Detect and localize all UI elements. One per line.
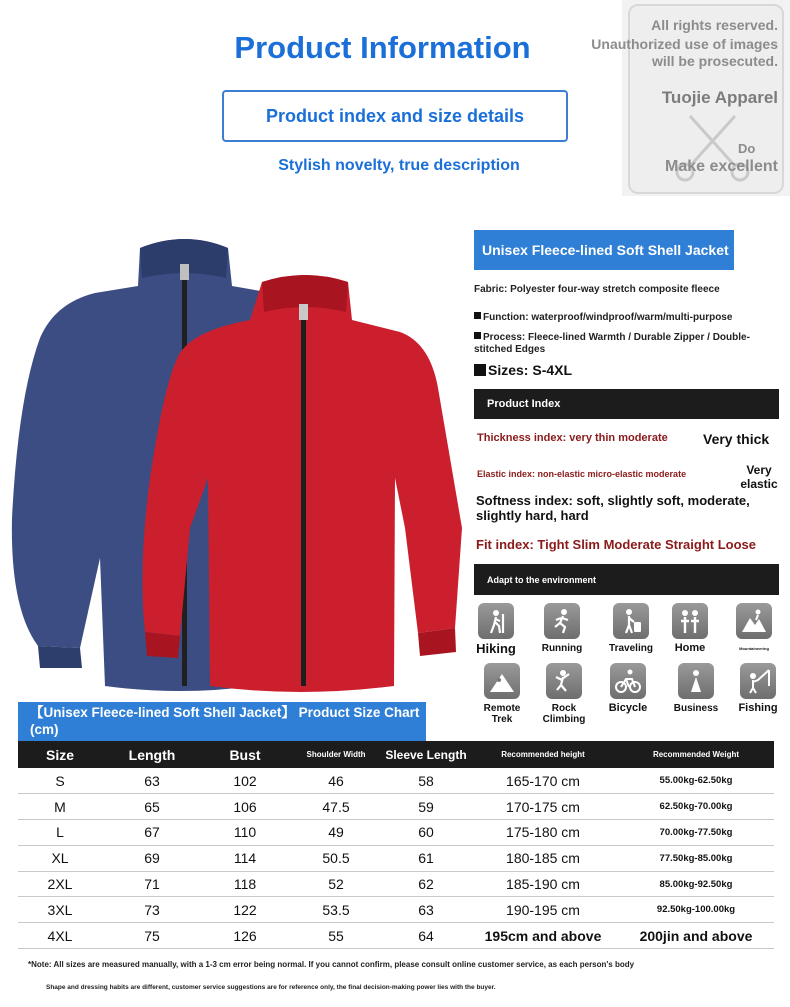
activity-rock-climbing: [534, 663, 594, 725]
activity-label: Mountaineering: [739, 646, 769, 651]
table-cell: 52: [288, 871, 384, 897]
table-cell: 200jin and above: [618, 923, 774, 949]
running-icon: [544, 603, 580, 639]
hiking-icon: [478, 603, 514, 639]
activity-label: Remote Trek: [483, 703, 521, 725]
table-cell: 65: [102, 794, 202, 820]
table-cell: 2XL: [18, 871, 102, 897]
bullet-square-icon: [474, 364, 486, 376]
activity-home: [660, 603, 720, 654]
watermark-brand: Tuojie Apparel: [661, 88, 778, 107]
table-cell: 69: [102, 845, 202, 871]
table-row: [18, 794, 774, 820]
table-row: [18, 897, 774, 923]
activity-label: Rock Climbing: [542, 703, 586, 725]
table-cell: 71: [102, 871, 202, 897]
thickness-index-label: Thickness index: very thin moderate: [477, 432, 668, 444]
activity-label: Home: [674, 642, 706, 654]
size-disclaimer: Shape and dressing habits are different, customer service suggestions are for reference only, the final decision-making power lies with the buyer.: [46, 984, 496, 991]
table-cell: 3XL: [18, 897, 102, 923]
table-cell: 46: [288, 768, 384, 794]
elastic-index-value: Very elastic: [740, 463, 778, 491]
function-spec-text: Function: waterproof/windproof/warm/multi-purpose: [483, 312, 733, 323]
activity-traveling: [601, 603, 661, 654]
table-cell: 4XL: [18, 923, 102, 949]
table-cell: 47.5: [288, 794, 384, 820]
table-cell: 63: [384, 897, 468, 923]
process-spec-text: Process: Fleece-lined Warmth / Durable Zipper / Double-stitched Edges: [474, 332, 750, 355]
table-cell: 170-175 cm: [468, 794, 618, 820]
table-cell: XL: [18, 845, 102, 871]
table-cell: 58: [384, 768, 468, 794]
table-cell: L: [18, 820, 102, 846]
table-cell: 63: [102, 768, 202, 794]
column-header: Sleeve Length: [384, 741, 468, 768]
business-icon: [678, 663, 714, 699]
softness-index: Softness index: soft, slightly soft, moderate, slightly hard, hard: [476, 493, 750, 523]
table-cell: 55: [288, 923, 384, 949]
sizes-spec-text: Sizes: S-4XL: [488, 362, 573, 378]
tagline: Stylish novelty, true description: [278, 157, 520, 174]
activity-fishing: [728, 663, 788, 714]
table-cell: 180-185 cm: [468, 845, 618, 871]
table-cell: 114: [202, 845, 288, 871]
table-cell: 62.50kg-70.00kg: [618, 794, 774, 820]
activity-business: [666, 663, 726, 714]
table-cell: 49: [288, 820, 384, 846]
watermark-line: All rights reserved.: [651, 17, 778, 33]
product-name-banner: Unisex Fleece-lined Soft Shell Jacket: [474, 230, 734, 270]
column-header: Length: [102, 741, 202, 768]
table-cell: 185-190 cm: [468, 871, 618, 897]
table-row: [18, 923, 774, 949]
table-cell: 190-195 cm: [468, 897, 618, 923]
table-cell: 62: [384, 871, 468, 897]
table-row: [18, 845, 774, 871]
table-cell: 75: [102, 923, 202, 949]
remote-trek-icon: [484, 663, 520, 699]
activity-hiking: [466, 603, 526, 654]
table-cell: 50.5: [288, 845, 384, 871]
home-icon: [672, 603, 708, 639]
subtitle-box: Product index and size details: [222, 90, 568, 142]
table-cell: S: [18, 768, 102, 794]
fabric-spec: Fabric: Polyester four-way stretch composite fleece: [474, 284, 720, 295]
table-cell: 102: [202, 768, 288, 794]
mountaineering-icon: [736, 603, 772, 639]
activity-bicycle: [598, 663, 658, 714]
environment-heading: Adapt to the environment: [474, 564, 779, 595]
table-cell: 70.00kg-77.50kg: [618, 820, 774, 846]
table-cell: 110: [202, 820, 288, 846]
activity-mountaineering: [724, 603, 784, 654]
fishing-icon: [740, 663, 776, 699]
activity-running: [532, 603, 592, 654]
table-cell: 55.00kg-62.50kg: [618, 768, 774, 794]
table-cell: 195cm and above: [468, 923, 618, 949]
traveling-icon: [613, 603, 649, 639]
table-cell: 61: [384, 845, 468, 871]
column-header: Recommended height: [468, 741, 618, 768]
activity-label: Traveling: [609, 643, 653, 654]
column-header: Bust: [202, 741, 288, 768]
process-spec: [474, 332, 764, 356]
bullet-square-icon: [474, 312, 481, 319]
table-row: [18, 768, 774, 794]
bullet-square-icon: [474, 332, 481, 339]
table-cell: 118: [202, 871, 288, 897]
watermark-line: will be prosecuted.: [651, 53, 778, 69]
function-spec: [474, 312, 774, 324]
table-cell: 73: [102, 897, 202, 923]
table-cell: 60: [384, 820, 468, 846]
size-note: *Note: All sizes are measured manually, with a 1-3 cm error being normal. If you cannot confirm, please consult online customer service, as each person's body: [28, 960, 635, 969]
activity-label: Bicycle: [608, 702, 648, 714]
column-header: Shoulder Width: [288, 741, 384, 768]
watermark-do: Do: [738, 141, 756, 156]
rock-climbing-icon: [546, 663, 582, 699]
watermark-slogan: Make excellent: [665, 158, 778, 175]
table-cell: 165-170 cm: [468, 768, 618, 794]
fit-index: Fit index: Tight Slim Moderate Straight Loose: [476, 537, 757, 552]
activity-label: Running: [541, 643, 583, 654]
table-cell: 106: [202, 794, 288, 820]
table-cell: M: [18, 794, 102, 820]
table-cell: 53.5: [288, 897, 384, 923]
table-cell: 92.50kg-100.00kg: [618, 897, 774, 923]
activity-label: Business: [673, 703, 719, 714]
table-row: [18, 871, 774, 897]
thickness-index-value: Very thick: [703, 431, 770, 447]
table-cell: 67: [102, 820, 202, 846]
product-photo: [0, 228, 470, 698]
table-cell: 59: [384, 794, 468, 820]
bicycle-icon: [610, 663, 646, 699]
table-cell: 77.50kg-85.00kg: [618, 845, 774, 871]
table-cell: 85.00kg-92.50kg: [618, 871, 774, 897]
elastic-index-label: Elastic index: non-elastic micro-elastic moderate: [477, 469, 687, 479]
activity-label: Fishing: [738, 702, 778, 714]
watermark-line: Unauthorized use of images: [591, 36, 778, 52]
table-cell: 64: [384, 923, 468, 949]
size-table: [18, 741, 774, 949]
activity-label: Hiking: [476, 641, 516, 656]
table-cell: 122: [202, 897, 288, 923]
table-cell: 126: [202, 923, 288, 949]
column-header: Size: [18, 741, 102, 768]
table-header-row: [18, 741, 774, 768]
page-title: Product Information: [234, 30, 531, 65]
table-cell: 175-180 cm: [468, 820, 618, 846]
product-index-heading: Product Index: [474, 389, 779, 419]
sizes-spec: [474, 362, 572, 378]
table-row: [18, 820, 774, 846]
activity-remote-trek: [472, 663, 532, 725]
size-chart-heading: 【Unisex Fleece-lined Soft Shell Jacket】 Product Size Chart (cm): [18, 702, 426, 744]
column-header: Recommended Weight: [618, 741, 774, 768]
